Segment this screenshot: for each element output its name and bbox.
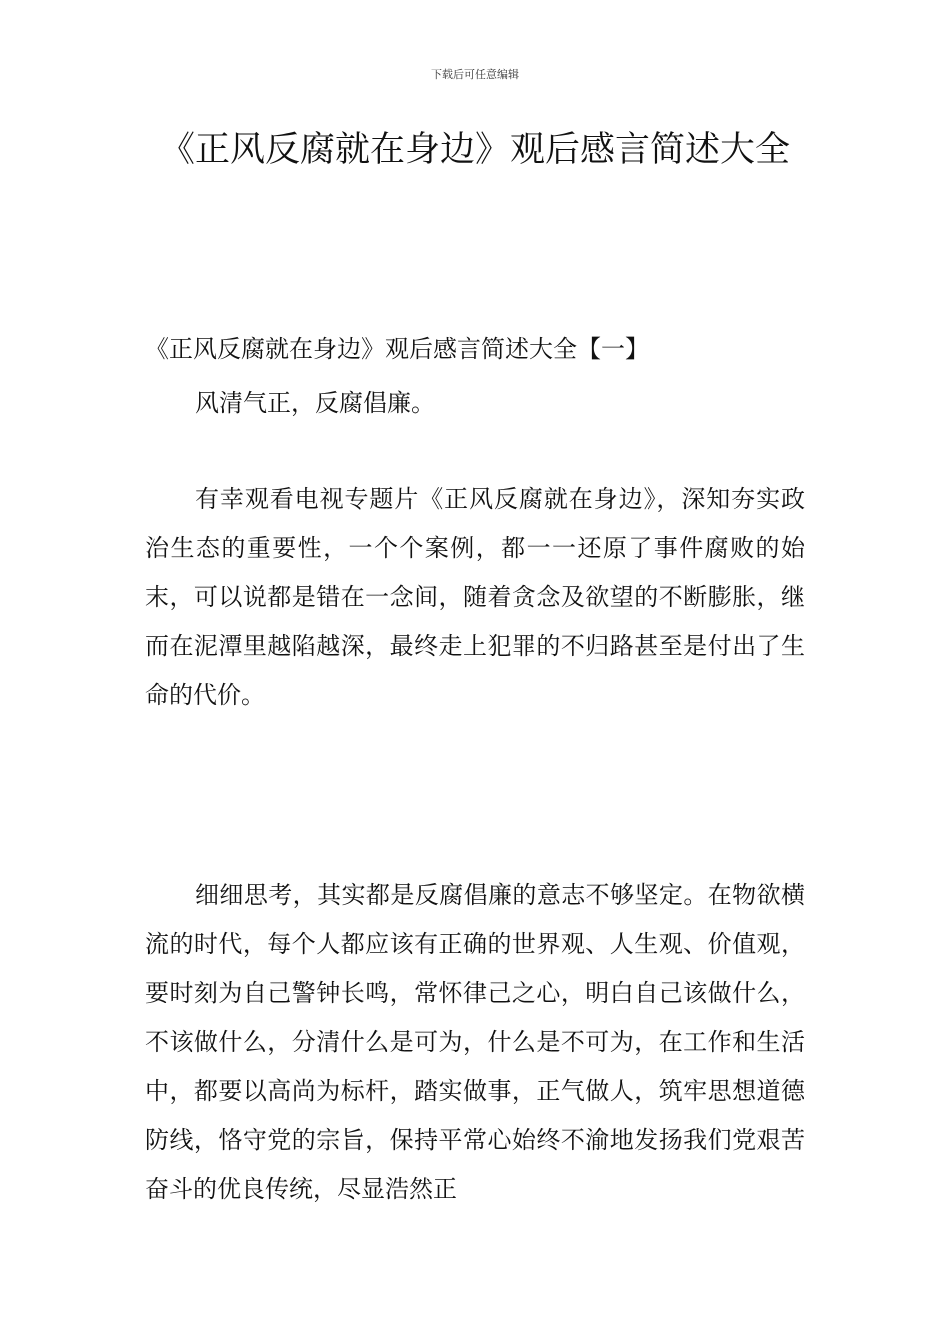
header-note: 下载后可任意编辑 [431, 68, 519, 81]
paragraph-2: 有幸观看电视专题片《正风反腐就在身边》，深知夯实政治生态的重要性，一个个案例，都一一还原了事件腐败的始末，可以说都是错在一念间，随着贪念及欲望的不断膨胀，继而在泥潭里越陷越深，最终走上犯罪的不归路甚至是付出了生命的代价。 [145, 485, 805, 709]
paragraph-1: 风清气正，反腐倡廉。 [195, 389, 435, 417]
section-heading: 《正风反腐就在身边》观后感言简述大全【一】 [145, 335, 649, 363]
document-title: 《正风反腐就在身边》观后感言简述大全 [159, 130, 790, 170]
paragraph-3: 细细思考，其实都是反腐倡廉的意志不够坚定。在物欲横流的时代，每个人都应该有正确的世界观、人生观、价值观，要时刻为自己警钟长鸣，常怀律己之心，明白自己该做什么，不该做什么，分清什么是可为，什么是不可为，在工作和生活中，都要以高尚为标杆，踏实做事，正气做人，筑牢思想道德防线，恪守党的宗旨，保持平常心始终不渝地发扬我们党艰苦奋斗的优良传统，尽显浩然正 [145, 881, 805, 1203]
